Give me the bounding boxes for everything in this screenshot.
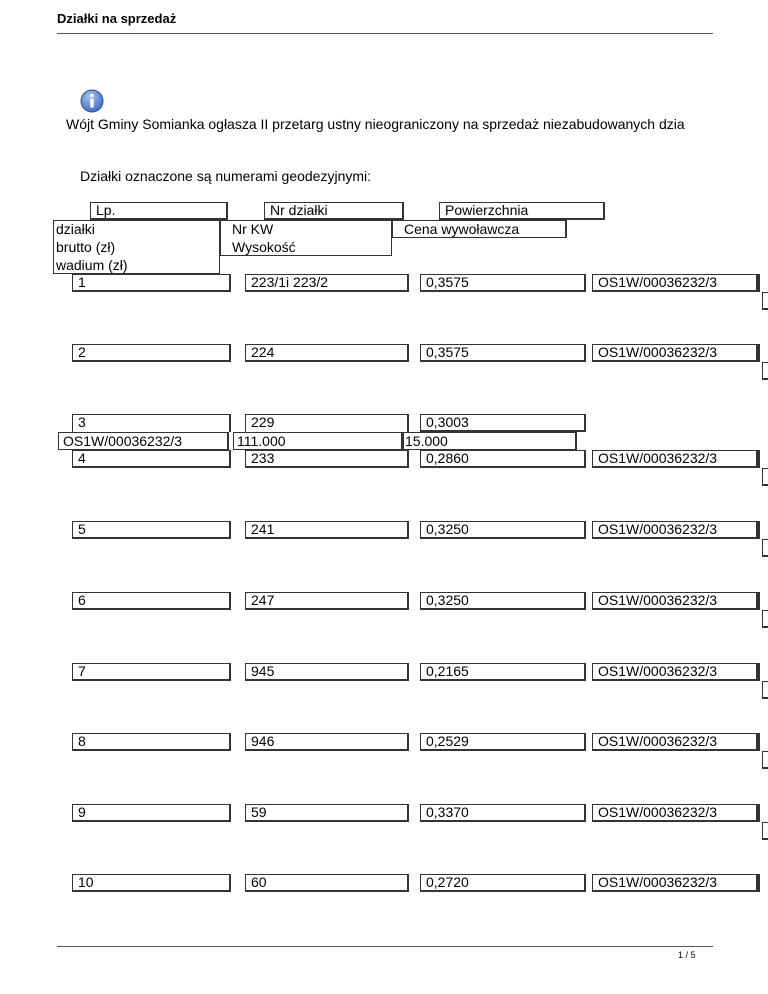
cell-edge	[758, 450, 760, 468]
cell-nr-dzialki: 945	[245, 663, 409, 681]
header-powierzchnia: Powierzchnia	[439, 202, 605, 220]
header-lp: Lp.	[90, 202, 228, 220]
cell-lp: 3	[72, 414, 231, 432]
header-wysokosc: Wysokość	[232, 239, 296, 255]
cell-nr-kw: OS1W/00036232/3	[592, 733, 758, 751]
cell-nr-kw: OS1W/00036232/3	[592, 804, 758, 822]
header-brutto: brutto (zł)	[56, 239, 116, 255]
cell-powierzchnia: 0,3575	[420, 274, 586, 292]
cell-lp: 8	[72, 733, 231, 751]
section-subheading: Działki oznaczone są numerami geodezyjnymi:	[80, 168, 372, 184]
cell-nr-kw: OS1W/00036232/3	[592, 344, 758, 362]
cell-powierzchnia: 0,2860	[420, 450, 586, 468]
header-nr-dzialki: Nr działki	[264, 202, 404, 220]
cell-edge-clipped	[762, 468, 768, 486]
cell-edge	[758, 274, 760, 292]
cell-lp: 5	[72, 521, 231, 539]
cell-nr-dzialki: 247	[245, 592, 409, 610]
cell-nr-dzialki: 60	[245, 874, 409, 892]
cell-edge	[758, 592, 760, 610]
page-title: Działki na sprzedaż	[57, 11, 177, 26]
footer-divider	[57, 946, 713, 947]
cell-lp: 6	[72, 592, 231, 610]
cell-nr-dzialki: 233	[245, 450, 409, 468]
cell-edge-clipped	[762, 681, 768, 699]
cell-nr-dzialki: 229	[245, 414, 409, 432]
info-icon	[80, 89, 104, 113]
cell-lp: 9	[72, 804, 231, 822]
cell-cena: 111.000	[237, 433, 286, 449]
cell-wadium: 15.000	[405, 433, 448, 449]
cell-edge	[758, 874, 760, 892]
cell-nr-kw: OS1W/00036232/3	[592, 592, 758, 610]
cell-nr-dzialki: 241	[245, 521, 409, 539]
header-cena: Cena wywoławcza	[404, 221, 520, 237]
cell-nr-kw: OS1W/00036232/3	[63, 433, 183, 449]
cell-edge-clipped	[762, 610, 768, 628]
cell-edge	[758, 733, 760, 751]
cell-powierzchnia: 0,3370	[420, 804, 586, 822]
cell-edge	[758, 663, 760, 681]
cell-lp: 2	[72, 344, 231, 362]
cell-nr-dzialki: 59	[245, 804, 409, 822]
cell-nr-kw: OS1W/00036232/3	[592, 663, 758, 681]
intro-text: Wójt Gminy Somianka ogłasza II przetarg ustny nieograniczony na sprzedaż niezabudowanych dzia	[66, 116, 685, 132]
cell-lp: 1	[72, 274, 231, 292]
cell-edge-clipped	[762, 751, 768, 769]
cell-powierzchnia: 0,3575	[420, 344, 586, 362]
page-number: 1 / 5	[678, 950, 696, 960]
cell-nr-kw: OS1W/00036232/3	[592, 450, 758, 468]
cell-lp: 10	[72, 874, 231, 892]
cell-edge-clipped	[762, 362, 768, 380]
cell-edge-clipped	[762, 822, 768, 840]
cell-powierzchnia: 0,3250	[420, 592, 586, 610]
cell-nr-dzialki: 223/1i 223/2	[245, 274, 409, 292]
cell-lp: 4	[72, 450, 231, 468]
cell-powierzchnia: 0,2720	[420, 874, 586, 892]
cell-nr-dzialki: 224	[245, 344, 409, 362]
header-dzialki: działki	[56, 221, 95, 237]
cell-edge-clipped	[762, 539, 768, 557]
cell-nr-kw: OS1W/00036232/3	[592, 521, 758, 539]
cell-nr-dzialki: 946	[245, 733, 409, 751]
cell-nr-kw: OS1W/00036232/3	[592, 274, 758, 292]
cell-powierzchnia: 0,2165	[420, 663, 586, 681]
cell-edge	[758, 344, 760, 362]
cell-powierzchnia: 0,2529	[420, 733, 586, 751]
cell-edge-clipped	[762, 292, 768, 310]
cell-powierzchnia: 0,3003	[420, 414, 586, 432]
header-nr-kw: Nr KW	[232, 221, 274, 237]
cell-edge	[758, 804, 760, 822]
cell-edge	[758, 521, 760, 539]
header-divider	[57, 33, 713, 34]
header-wadium: wadium (zł)	[56, 257, 128, 273]
cell-powierzchnia: 0,3250	[420, 521, 586, 539]
cell-nr-kw: OS1W/00036232/3	[592, 874, 758, 892]
cell-lp: 7	[72, 663, 231, 681]
